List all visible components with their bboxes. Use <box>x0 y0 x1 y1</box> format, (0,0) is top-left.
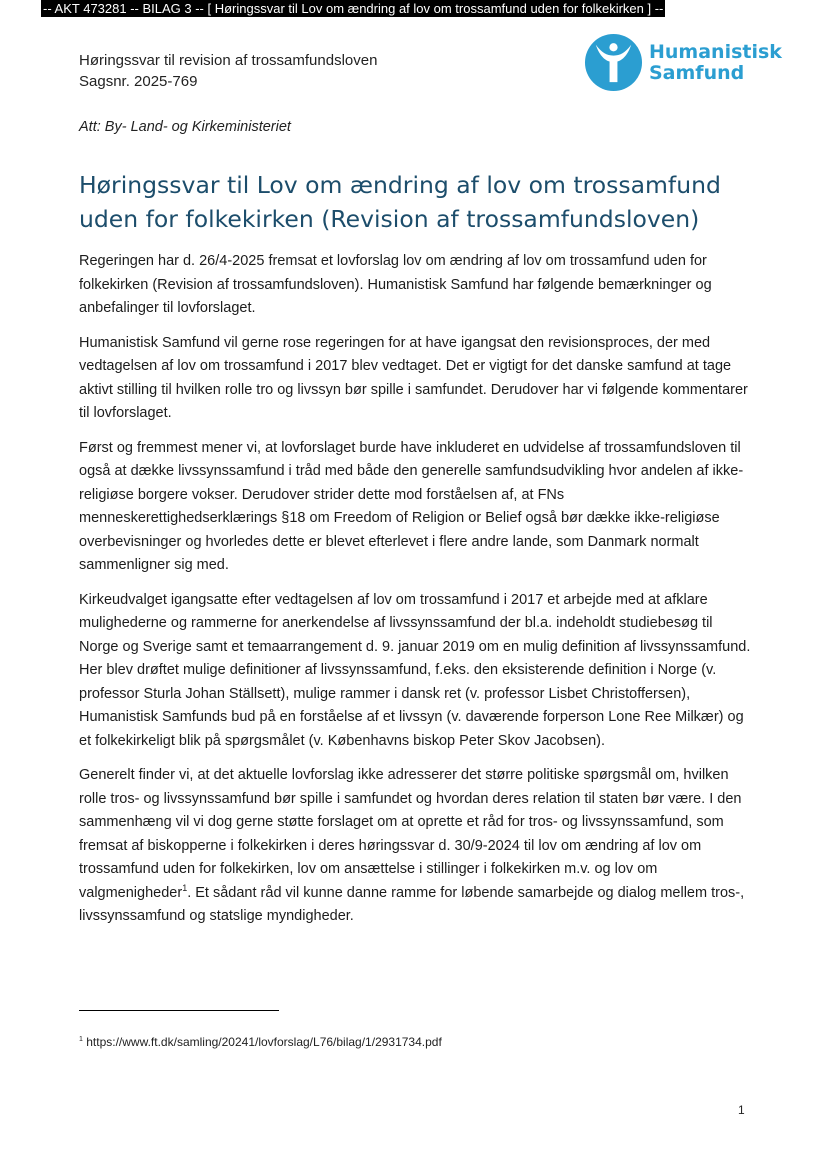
raised-arms-figure-icon <box>584 33 643 92</box>
paragraph-5 <box>79 764 751 929</box>
header-case-number: Sagsnr. 2025-769 <box>79 73 198 90</box>
document-body <box>79 250 751 940</box>
footnote <box>79 1035 442 1049</box>
attention-line: Att: By- Land- og Kirkeministeriet <box>79 119 291 135</box>
footnote-reference[interactable]: 1 <box>182 882 188 893</box>
document-stamp: -- AKT 473281 -- BILAG 3 -- [ Høringssvar til Lov om ændring af lov om trossamfund uden for folkekirken ] -- <box>43 1 664 16</box>
header-subject: Høringssvar til revision af trossamfundsloven <box>79 52 378 69</box>
humanistisk-samfund-logo <box>584 33 782 92</box>
footnote-marker: 1 <box>79 1036 83 1043</box>
footnote-separator <box>79 1010 279 1011</box>
logo-text-line1: Humanistisk <box>649 40 782 63</box>
document-title: Høringssvar til Lov om ændring af lov om trossamfund uden for folkekirken (Revision af trossamfundsloven) <box>79 171 721 233</box>
paragraph-4: Kirkeudvalget igangsatte efter vedtagelsen af lov om trossamfund i 2017 et arbejde med at afklare mulighederne og rammerne for anerkendelse af livssynssamfund der bl.a. indeholdt studiebesøg til Norge og Sverige samt et temaarrangement d. 9. januar 2019 om en mulig definition af livssynssamfund. Her blev drøftet mulige definitioner af livssynssamfund, f.eks. den eksisterende definition i Norge (v. professor Sturla Johan Ställsett), mulige rammer i dansk ret (v. professor Lisbet Christoffersen), Humanistisk Samfunds bud på en forståelse af et livssyn (v. daværende forperson Lone Ree Milkær) og et folkekirkeligt blik på spørgsmålet (v. Københavns biskop Peter Skov Jacobsen). <box>79 591 751 749</box>
document-header <box>79 50 377 92</box>
paragraph-5-text: Generelt finder vi, at det aktuelle lovforslag ikke adresserer det større politiske spørgsmål om, hvilken rolle tros- og livssynssamfund bør spille i samfundet og hvordan deres relation til staten bør være. I den sammenhæng vil vi dog gerne støtte forslaget om at oprette et råd for tros- og livssynssamfund, som fremsat af biskopperne i folkekirken i deres høringssvar d. 30/9-2024 til lov om ændring af lov om trossamfund uden for folkekirken, lov om ansættelse i stillinger i folkekirken m.v. og lov om valgmenigheder <box>79 767 742 901</box>
paragraph-1: Regeringen har d. 26/4-2025 fremsat et lovforslag lov om ændring af lov om trossamfund uden for folkekirken (Revision af trossamfundsloven). Humanistisk Samfund har følgende bemærkninger og anbefalinger til lovforslaget. <box>79 253 712 316</box>
page-number: 1 <box>738 1103 745 1117</box>
logo-text-line2: Samfund <box>649 61 745 84</box>
paragraph-3: Først og fremmest mener vi, at lovforslaget burde have inkluderet en udvidelse af trossamfundsloven til også at dække livssynssamfund i tråd med både den generelle samfundsudvikling hvor andelen af ikke-religiøse borgere vokser. Derudover strider dette mod forståelsen af, at FNs menneskerettighedserklærings §18 om Freedom of Religion or Belief også bør dække ikke-religiøse overbevisninger og hvorledes dette er blevet efterlevet i flere andre lande, som Danmark normalt sammenligner sig med. <box>79 439 744 573</box>
footnote-link[interactable]: https://www.ft.dk/samling/20241/lovforslag/L76/bilag/1/2931734.pdf <box>82 1035 442 1049</box>
paragraph-5-text-end: . Et sådant råd vil kunne danne ramme for løbende samarbejde og dialog mellem tros-, livssynssamfund og statslige myndigheder. <box>79 884 745 924</box>
paragraph-2: Humanistisk Samfund vil gerne rose regeringen for at have igangsat den revisionsproces, der med vedtagelsen af lov om trossamfund i 2017 blev vedtaget. Det er vigtigt for det danske samfund at tage aktivt stilling til hvilken rolle tro og livssyn bør spille i samfundet. Derudover har vi følgende kommentarer til lovforslaget. <box>79 334 748 421</box>
